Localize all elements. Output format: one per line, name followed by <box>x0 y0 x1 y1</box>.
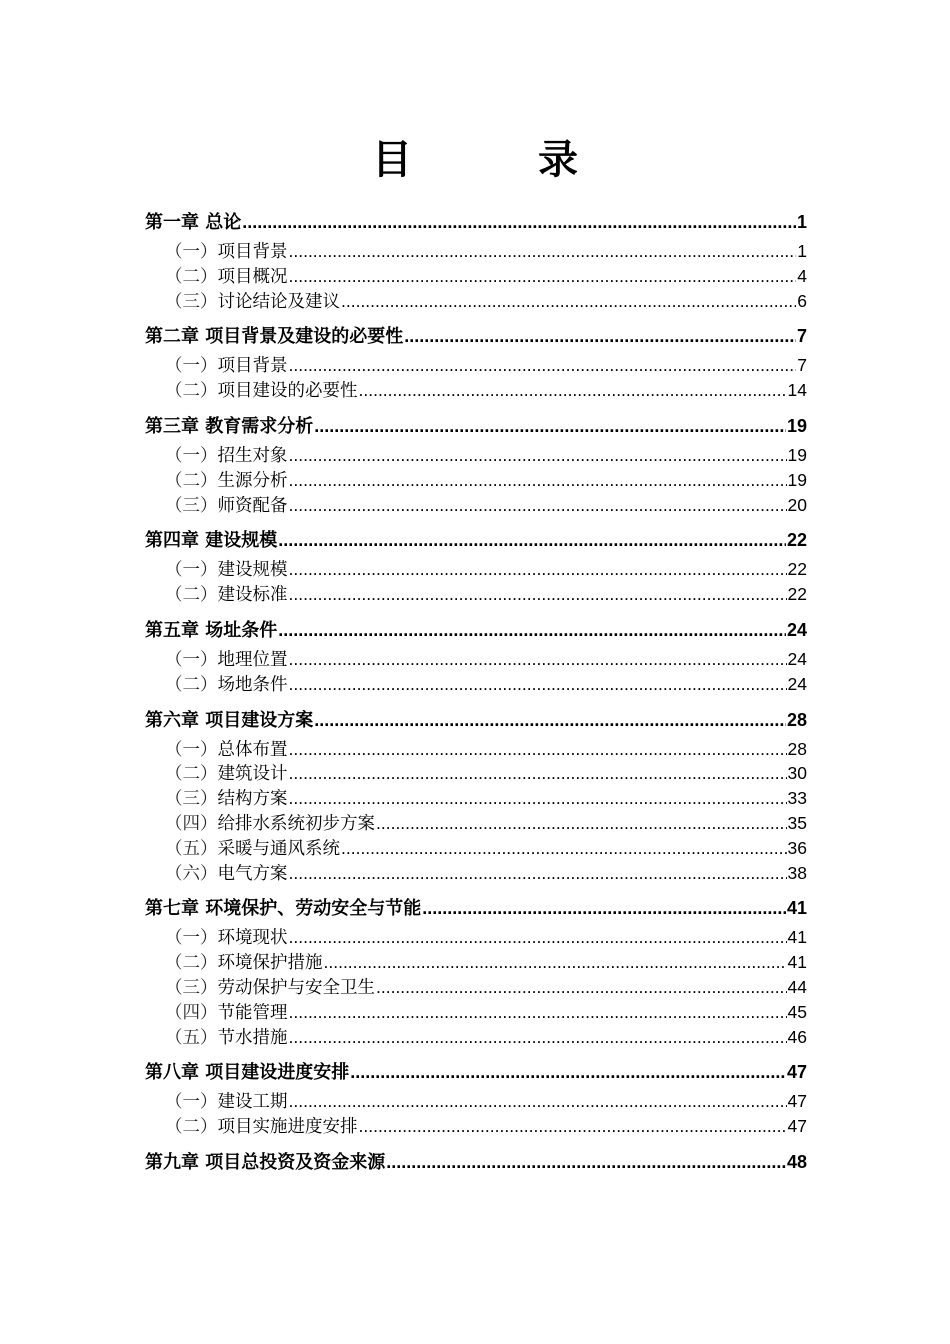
section-title: 劳动保护与安全卫生 <box>217 977 375 998</box>
section-number: （三） <box>165 789 218 810</box>
dot-leader <box>289 493 787 518</box>
page-number: 24 <box>787 648 807 669</box>
dot-leader <box>289 861 787 886</box>
dot-leader <box>278 523 786 557</box>
section-title: 采暖与通风系统 <box>217 838 340 859</box>
page-number: 41 <box>787 927 807 948</box>
page-number: 41 <box>786 898 807 919</box>
dot-leader <box>289 1000 787 1025</box>
page-number: 19 <box>786 415 807 436</box>
toc-section-entry[interactable] <box>145 836 807 861</box>
dot-leader <box>386 1145 786 1179</box>
toc-section-entry[interactable] <box>145 861 807 886</box>
page-number: 19 <box>787 469 807 490</box>
page-number: 38 <box>787 862 807 883</box>
page-number: 45 <box>787 1001 807 1022</box>
section-number: （一） <box>165 242 218 262</box>
chapter-title: 第三章 教育需求分析 <box>145 415 314 437</box>
dot-leader <box>350 1055 786 1089</box>
toc-chapter-entry[interactable] <box>145 613 807 647</box>
page-number: 6 <box>797 290 807 311</box>
page-number: 47 <box>786 1062 807 1083</box>
section-number: （二） <box>165 585 218 606</box>
toc-section-entry[interactable] <box>145 468 807 493</box>
chapter-title: 第九章 项目总投资及资金来源 <box>145 1151 386 1173</box>
page-number: 22 <box>787 559 807 580</box>
section-title: 环境保护措施 <box>217 953 323 974</box>
dot-leader <box>289 1025 787 1050</box>
toc-section-entry[interactable] <box>145 925 807 950</box>
section-number: （一） <box>165 560 218 581</box>
section-title: 建设标准 <box>217 585 288 606</box>
dot-leader <box>289 647 787 672</box>
dot-leader <box>359 378 787 403</box>
section-number: （六） <box>165 863 218 884</box>
section-number: （一） <box>165 928 218 949</box>
dot-leader <box>289 737 787 762</box>
toc-section-entry[interactable] <box>145 239 807 264</box>
section-number: （五） <box>165 838 218 859</box>
toc-chapter-entry[interactable] <box>145 409 807 443</box>
page-number: 46 <box>787 1026 807 1047</box>
page-number: 35 <box>787 812 807 833</box>
toc-section-entry[interactable] <box>145 582 807 607</box>
page-number: 22 <box>786 530 807 551</box>
section-title: 讨论结论及建议 <box>217 291 340 312</box>
toc-section-entry[interactable] <box>145 647 807 672</box>
toc-title: 目 录 <box>372 136 634 183</box>
chapter-title: 第五章 场址条件 <box>145 619 278 641</box>
toc-chapter-entry[interactable] <box>145 1145 807 1179</box>
section-title: 节能管理 <box>217 1002 288 1023</box>
page-number: 41 <box>787 952 807 973</box>
dot-leader <box>289 582 787 607</box>
page-number: 4 <box>797 265 807 286</box>
section-number: （三） <box>165 977 218 998</box>
page-number: 24 <box>787 673 807 694</box>
section-title: 项目背景 <box>217 356 288 377</box>
toc-section-entry[interactable] <box>145 672 807 697</box>
toc-section-entry[interactable] <box>145 950 807 975</box>
section-title: 项目背景 <box>217 242 288 262</box>
section-number: （一） <box>165 649 218 670</box>
toc-chapter-entry[interactable] <box>145 523 807 557</box>
page-number: 24 <box>786 619 807 640</box>
page-number: 1 <box>796 212 807 232</box>
toc-section-entry[interactable] <box>145 289 807 314</box>
toc-section-entry[interactable] <box>145 1025 807 1050</box>
section-title: 电气方案 <box>217 863 288 884</box>
section-title: 地理位置 <box>217 649 288 670</box>
toc-section-entry[interactable] <box>145 378 807 403</box>
section-number: （三） <box>165 495 218 516</box>
section-number: （三） <box>165 291 218 312</box>
dot-leader <box>341 289 796 314</box>
dot-leader <box>314 409 786 443</box>
page-number: 28 <box>787 738 807 759</box>
section-number: （二） <box>165 674 218 695</box>
section-title: 给排水系统初步方案 <box>217 813 375 834</box>
page-number: 33 <box>787 788 807 809</box>
dot-leader <box>314 703 786 737</box>
section-title: 建设规模 <box>217 560 288 581</box>
dot-leader <box>289 264 797 289</box>
dot-leader <box>289 353 797 378</box>
toc-section-entry[interactable] <box>145 761 807 786</box>
dot-leader <box>278 613 786 647</box>
dot-leader <box>289 1089 787 1114</box>
dot-leader <box>289 761 787 786</box>
section-title: 建设工期 <box>217 1092 288 1113</box>
toc-section-entry[interactable] <box>145 737 807 762</box>
section-title: 总体布置 <box>217 739 288 760</box>
section-title: 建筑设计 <box>217 764 288 785</box>
toc-section-entry[interactable] <box>145 975 807 1000</box>
section-number: （一） <box>165 1092 218 1113</box>
toc-section-entry[interactable] <box>145 557 807 582</box>
toc-section-entry[interactable] <box>145 811 807 836</box>
section-title: 师资配备 <box>217 495 288 516</box>
page-number: 44 <box>787 976 807 997</box>
section-title: 节水措施 <box>217 1027 288 1048</box>
dot-leader <box>289 443 787 468</box>
dot-leader <box>242 205 796 239</box>
section-title: 项目实施进度安排 <box>217 1117 358 1138</box>
dot-leader <box>341 836 787 861</box>
toc-chapter-entry[interactable] <box>145 205 807 239</box>
dot-leader <box>359 1114 787 1139</box>
section-number: （二） <box>165 266 218 287</box>
toc-section-entry[interactable] <box>145 1000 807 1025</box>
toc-chapter-entry[interactable] <box>145 891 807 925</box>
page-number: 1 <box>797 241 807 261</box>
dot-leader <box>376 811 787 836</box>
toc-chapter-entry[interactable] <box>145 1055 807 1089</box>
dot-leader <box>422 891 786 925</box>
chapter-title: 第一章 总论 <box>145 212 242 233</box>
dot-leader <box>289 672 787 697</box>
section-title: 项目建设的必要性 <box>217 381 358 402</box>
chapter-title: 第八章 项目建设进度安排 <box>145 1062 350 1084</box>
section-number: （四） <box>165 1002 218 1023</box>
chapter-title: 第二章 项目背景及建设的必要性 <box>145 326 404 348</box>
section-number: （二） <box>165 381 218 402</box>
dot-leader <box>324 950 787 975</box>
page-number: 7 <box>796 326 807 347</box>
section-title: 场地条件 <box>217 674 288 695</box>
page-number: 20 <box>787 494 807 515</box>
section-title: 环境现状 <box>217 928 288 949</box>
toc-section-entry[interactable] <box>145 264 807 289</box>
section-number: （五） <box>165 1027 218 1048</box>
toc-chapter-entry[interactable] <box>145 319 807 353</box>
page-number: 36 <box>787 837 807 858</box>
section-number: （二） <box>165 953 218 974</box>
page-number: 22 <box>787 584 807 605</box>
chapter-title: 第四章 建设规模 <box>145 530 278 552</box>
section-number: （四） <box>165 813 218 834</box>
section-title: 结构方案 <box>217 789 288 810</box>
section-number: （二） <box>165 764 218 785</box>
page-number: 19 <box>787 444 807 465</box>
page-number: 14 <box>787 380 807 401</box>
toc-chapter-entry[interactable] <box>145 703 807 737</box>
dot-leader <box>289 468 787 493</box>
dot-leader <box>404 319 796 353</box>
section-title: 招生对象 <box>217 445 288 466</box>
toc-section-entry[interactable] <box>145 1089 807 1114</box>
page-number: 30 <box>787 763 807 784</box>
dot-leader <box>376 975 787 1000</box>
section-title: 项目概况 <box>217 266 288 287</box>
toc-section-entry[interactable] <box>145 493 807 518</box>
dot-leader <box>289 239 797 264</box>
section-title: 生源分析 <box>217 470 288 491</box>
page-number: 28 <box>786 709 807 730</box>
page-number: 47 <box>787 1116 807 1137</box>
section-number: （一） <box>165 739 218 760</box>
section-number: （一） <box>165 356 218 377</box>
toc-section-entry[interactable] <box>145 443 807 468</box>
page-number: 7 <box>797 355 807 376</box>
chapter-title: 第六章 项目建设方案 <box>145 709 314 731</box>
section-number: （二） <box>165 470 218 491</box>
toc-section-entry[interactable] <box>145 1114 807 1139</box>
toc-section-entry[interactable] <box>145 786 807 811</box>
table-of-contents <box>145 205 807 1179</box>
page-number: 47 <box>787 1091 807 1112</box>
dot-leader <box>289 557 787 582</box>
section-number: （一） <box>165 445 218 466</box>
toc-section-entry[interactable] <box>145 353 807 378</box>
page-number: 48 <box>786 1151 807 1172</box>
dot-leader <box>289 786 787 811</box>
section-number: （二） <box>165 1117 218 1138</box>
chapter-title: 第七章 环境保护、劳动安全与节能 <box>145 898 422 920</box>
dot-leader <box>289 925 787 950</box>
